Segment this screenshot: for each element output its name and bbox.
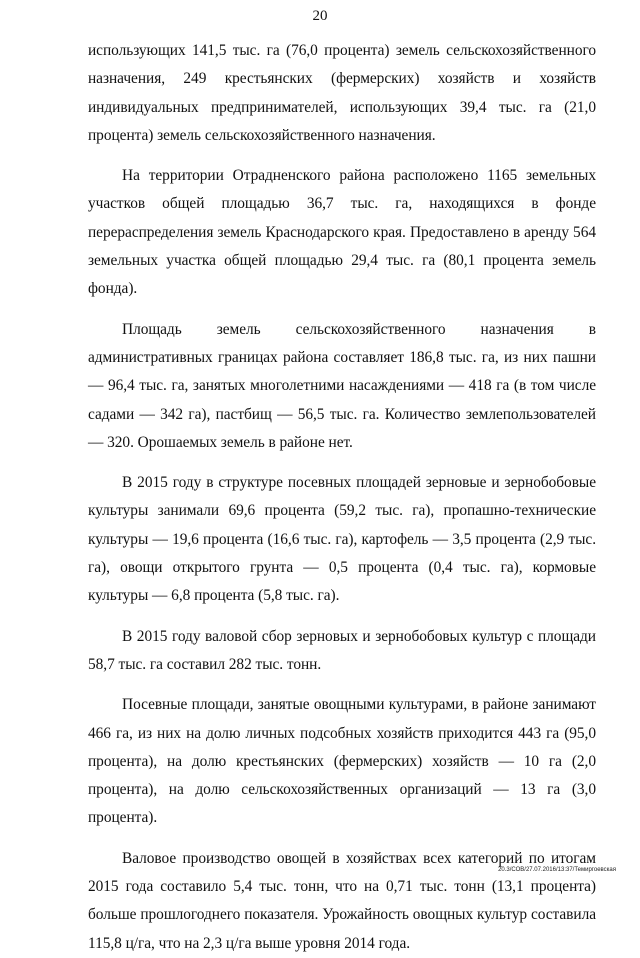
paragraph-grain-harvest: В 2015 году валовой сбор зерновых и зернобобовых культур с площади 58,7 тыс. га составил 282 тыс. тонн. bbox=[88, 627, 596, 673]
body-text bbox=[88, 37, 596, 958]
page-number: 20 bbox=[312, 8, 328, 24]
paragraph-vegetable-production: Валовое производство овощей в хозяйствах всех категорий по итогам 2015 года составило 5,4 тыс. тонн, что на 0,71 тыс. тонн (13,1 процента) больше прошлогоднего показателя. Урожайность овощных культур составила 115,8 ц/га, что на 2,3 ц/га выше уровня 2014 года. bbox=[88, 849, 596, 952]
paragraph-continuation: использующих 141,5 тыс. га (76,0 процента) земель сельскохозяйственного назначения, 249 крестьянских (фермерских) хозяйств и хозяйств индивидуальных предпринимателей, использующих 39,4 тыс. га (21,0 процента) земель сельскохозяйственного назначения. bbox=[88, 42, 596, 144]
footer-document-code: 20.3/СОВ/27.07.2016/13:37/Темиргоевская bbox=[498, 867, 616, 873]
paragraph-vegetable-areas: Посевные площади, занятые овощными культурами, в районе занимают 466 га, из них на долю личных подсобных хозяйств приходится 443 га (95,0 процента), на долю крестьянских (фермерских) хозяйств — 10 га (2,0 процента), на долю сельскохозяйственных организаций — 13 га (3,0 процента). bbox=[88, 696, 596, 827]
paragraph-land-plots: На территории Отрадненского района расположено 1165 земельных участков общей площадью 36,7 тыс. га, находящихся в фонде перераспределения земель Краснодарского края. Предоставлено в аренду 564 земельных участка общей площадью 29,4 тыс. га (80,1 процента земель фонда). bbox=[88, 167, 596, 298]
paragraph-agricultural-land: Площадь земель сельскохозяйственного назначения в административных границах района составляет 186,8 тыс. га, из них пашни — 96,4 тыс. га, занятых многолетними насаждениями — 418 га (в том числе садами — 342 га), пастбищ — 56,5 тыс. га. Количество землепользователей — 320. Орошаемых земель в районе нет. bbox=[88, 320, 596, 451]
paragraph-crop-structure: В 2015 году в структуре посевных площадей зерновые и зернобобовые культуры занимали 69,6 процента (59,2 тыс. га), пропашно-технические культуры — 19,6 процента (16,6 тыс. га), картофель — 3,5 процента (2,9 тыс. га), овощи открытого грунта — 0,5 процента (0,4 тыс. га), кормовые культуры — 6,8 процента (5,8 тыс. га). bbox=[88, 474, 596, 605]
